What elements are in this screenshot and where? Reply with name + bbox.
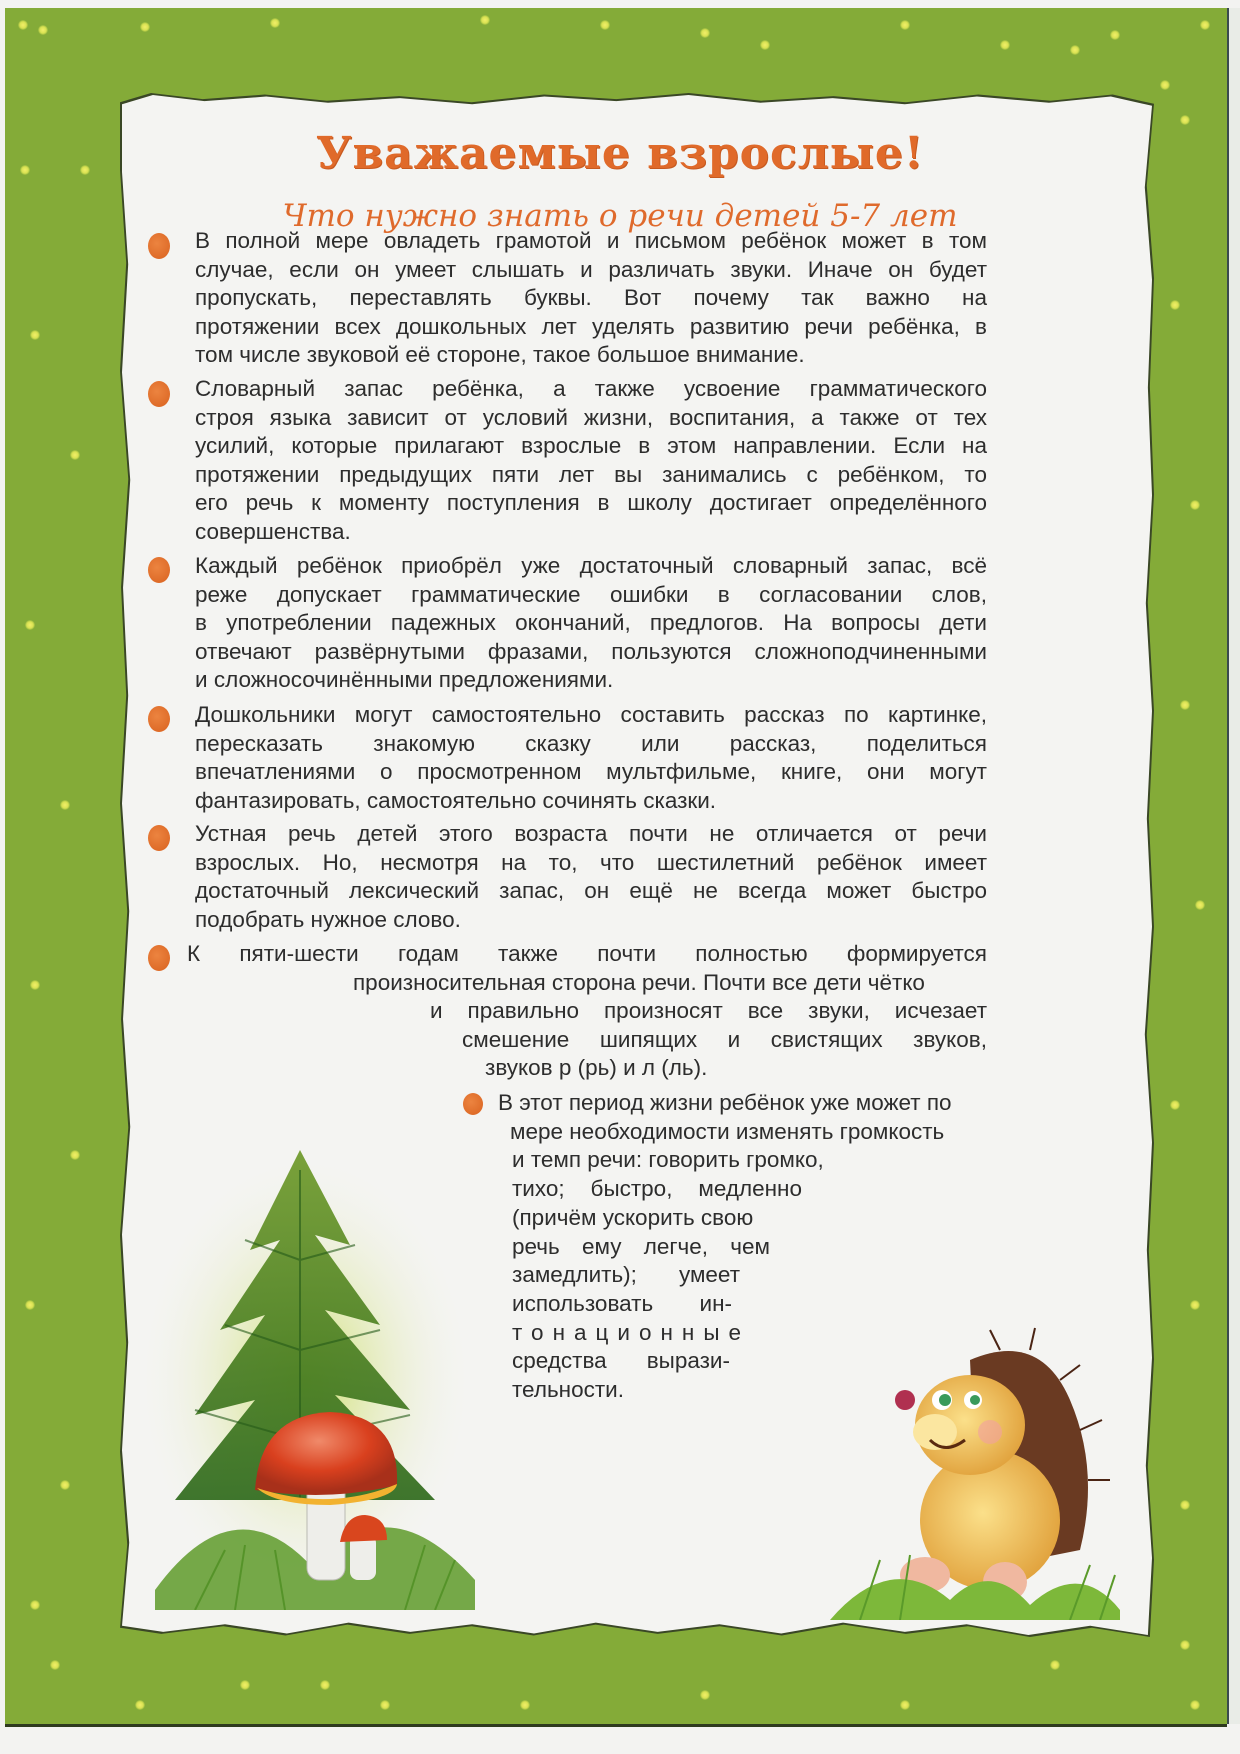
text-line: звуков р (рь) и л (ль). (485, 1055, 708, 1081)
text-line: Словарный запас ребёнка, а также усвоение грамматического (195, 376, 987, 401)
text-line: случае, если он умеет слышать и различать звуки. Иначе он будет (195, 256, 987, 282)
text-line: смешение шипящих и свистящих звуков, (462, 1026, 987, 1052)
list-item (195, 375, 987, 547)
sparkle-dot (1190, 500, 1200, 510)
text-line: пересказать знакомую сказку или рассказ, поделиться (195, 730, 987, 756)
text-line: В полной мере овладеть грамотой и письмом ребёнок может в том (195, 228, 987, 253)
text-line: и сложносочинёнными предложениями. (195, 667, 614, 693)
text-line: фантазировать, самостоятельно сочинять сказки. (195, 787, 717, 813)
sparkle-dot (60, 1480, 70, 1490)
sparkle-dot (1000, 40, 1010, 50)
text-line: мере необходимости изменять громкость (510, 1118, 945, 1144)
sparkle-dot (1110, 30, 1120, 40)
text-line: В этот период жизни ребёнок уже может по (498, 1090, 952, 1115)
text-line: замедлить); умеет (512, 1262, 740, 1288)
text-line: взрослых. Но, несмотря на то, что шестилетний ребёнок имеет (195, 849, 987, 875)
bullet-icon (148, 557, 170, 583)
text-line: протяжении предыдущих пяти лет вы занимались с ребёнком, то (195, 461, 987, 487)
text-line: протяжении всех дошкольных лет уделять развитию речи ребёнка, в (195, 313, 987, 339)
bullet-icon (148, 825, 170, 851)
text-line: реже допускает грамматические ошибки в согласовании слов, (195, 581, 987, 607)
sparkle-dot (320, 1680, 330, 1690)
sparkle-dot (480, 15, 490, 25)
sparkle-dot (900, 1700, 910, 1710)
sparkle-dot (1160, 80, 1170, 90)
text-line: использовать ин- (512, 1290, 732, 1316)
sparkle-dot (1180, 1500, 1190, 1510)
text-line: подобрать нужное слово. (195, 906, 461, 932)
text-line: речь ему легче, чем (512, 1233, 770, 1259)
sparkle-dot (700, 1690, 710, 1700)
list-item (0, 940, 1240, 1083)
sparkle-dot (1190, 1700, 1200, 1710)
sparkle-dot (240, 1680, 250, 1690)
text-line: тельности. (512, 1377, 624, 1403)
text-line: Устная речь детей этого возраста почти не отличается от речи (195, 821, 987, 846)
bullet-icon (148, 233, 170, 259)
text-line: впечатлениями о просмотренном мультфильме, книге, они могут (195, 759, 987, 785)
page-title: Уважаемые взрослые! (315, 128, 925, 179)
text-line: тонационные (512, 1319, 751, 1345)
bullet-icon (148, 706, 170, 732)
sparkle-dot (60, 800, 70, 810)
sparkle-dot (1050, 1660, 1060, 1670)
text-line: совершенства. (195, 518, 351, 544)
list-item (195, 701, 987, 815)
sparkle-dot (270, 18, 280, 28)
sparkle-dot (520, 1700, 530, 1710)
sparkle-dot (900, 20, 910, 30)
hedgehog-illustration (830, 1320, 1120, 1620)
text-line: Дошкольники могут самостоятельно составить рассказ по картинке, (195, 702, 987, 727)
text-line: (причём ускорить свою (512, 1204, 754, 1230)
sparkle-dot (30, 330, 40, 340)
page-edge-strip (1227, 8, 1240, 1724)
sparkle-dot (600, 20, 610, 30)
sparkle-dot (1200, 20, 1210, 30)
sparkle-dot (700, 28, 710, 38)
text-line: отвечают развёрнутыми фразами, пользуются сложноподчиненными (195, 638, 987, 664)
text-line: строя языка зависит от условий жизни, воспитания, а также от тех (195, 404, 987, 430)
sparkle-dot (380, 1700, 390, 1710)
sparkle-dot (25, 620, 35, 630)
sparkle-dot (1180, 1640, 1190, 1650)
text-line: произносительная сторона речи. Почти все дети чётко (353, 969, 925, 995)
sparkle-dot (1180, 115, 1190, 125)
text-line: достаточный лексический запас, он ещё не всегда может быстро (195, 878, 987, 904)
text-line: том числе звуковой её стороне, такое большое внимание. (195, 342, 805, 368)
sparkle-dot (1195, 900, 1205, 910)
sparkle-dot (1170, 300, 1180, 310)
sparkle-dot (760, 40, 770, 50)
text-line: тихо; быстро, медленно (512, 1176, 802, 1202)
text-line: его речь к моменту поступления в школу достигает определённого (195, 490, 987, 516)
bullet-icon (148, 381, 170, 407)
sparkle-dot (30, 1600, 40, 1610)
text-line: и правильно произносят все звуки, исчезает (430, 998, 987, 1024)
sparkle-dot (50, 1660, 60, 1670)
sparkle-dot (135, 1700, 145, 1710)
text-line: пропускать, переставлять буквы. Вот почему так важно на (195, 285, 987, 311)
list-item (195, 820, 987, 934)
sparkle-dot (18, 20, 28, 30)
sparkle-dot (70, 450, 80, 460)
list-item (195, 227, 987, 370)
text-line: усилий, которые прилагают взрослые в этом направлении. Если на (195, 433, 987, 459)
text-line: средства вырази- (512, 1348, 730, 1374)
text-line: К пяти-шести годам также почти полностью формируется (187, 941, 987, 966)
page-subtitle: Что нужно знать о речи детей 5-7 лет (282, 198, 958, 234)
sparkle-dot (38, 25, 48, 35)
fir-tree-mushroom-illustration (135, 1150, 495, 1610)
sparkle-dot (1180, 700, 1190, 710)
sparkle-dot (1070, 45, 1080, 55)
sparkle-dot (140, 22, 150, 32)
text-line: Каждый ребёнок приобрёл уже достаточный словарный запас, всё (195, 553, 987, 578)
text-line: в употреблении падежных окончаний, предлогов. На вопросы дети (195, 610, 987, 636)
text-line: и темп речи: говорить громко, (512, 1147, 824, 1173)
list-item (195, 552, 987, 695)
